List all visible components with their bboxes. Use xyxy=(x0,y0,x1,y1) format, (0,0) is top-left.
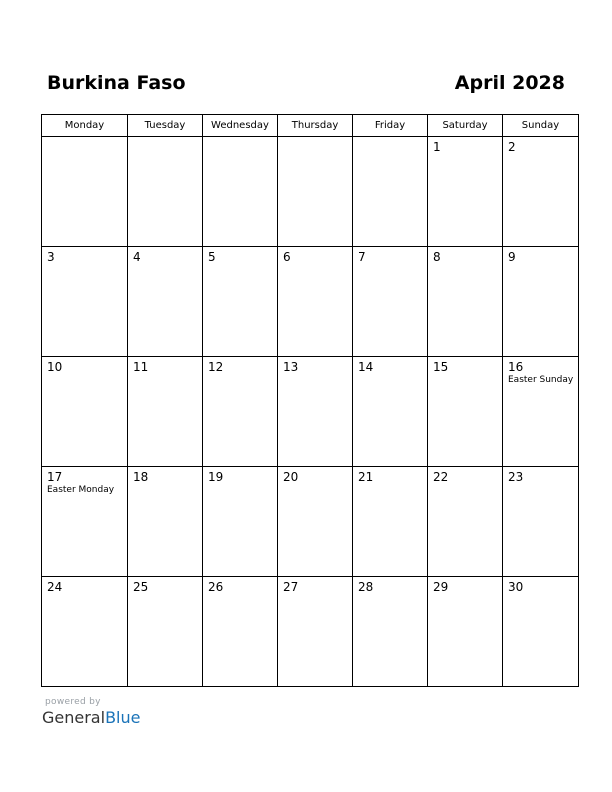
weekday-header: Thursday xyxy=(278,115,353,137)
day-number: 21 xyxy=(358,470,374,484)
day-cell-content xyxy=(128,357,202,374)
day-cell[interactable] xyxy=(42,357,128,467)
day-cell-content xyxy=(428,137,502,154)
day-cell[interactable] xyxy=(503,467,579,577)
weekday-header: Monday xyxy=(42,115,128,137)
day-cell-content xyxy=(278,577,352,594)
day-number: 10 xyxy=(47,360,63,374)
day-cell[interactable] xyxy=(128,247,203,357)
day-number: 13 xyxy=(283,360,299,374)
day-cell[interactable] xyxy=(353,247,428,357)
day-cell[interactable] xyxy=(128,137,203,247)
day-cell-content xyxy=(278,247,352,264)
day-number: 23 xyxy=(508,470,524,484)
day-number: 2 xyxy=(508,140,516,154)
day-cell-content xyxy=(503,247,578,264)
day-number: 11 xyxy=(133,360,149,374)
day-cell[interactable] xyxy=(353,467,428,577)
weekday-header: Friday xyxy=(353,115,428,137)
day-number: 15 xyxy=(433,360,449,374)
day-cell-content xyxy=(203,137,277,140)
day-cell-content xyxy=(503,467,578,484)
day-cell-content xyxy=(203,247,277,264)
weekday-header: Tuesday xyxy=(128,115,203,137)
day-cell[interactable] xyxy=(42,577,128,687)
day-cell-content xyxy=(278,467,352,484)
day-number: 22 xyxy=(433,470,449,484)
holiday-label: Easter Sunday xyxy=(508,375,574,385)
day-cell[interactable] xyxy=(428,137,503,247)
day-number: 29 xyxy=(433,580,449,594)
day-cell-content xyxy=(203,577,277,594)
day-cell-content xyxy=(278,137,352,140)
day-cell-content xyxy=(128,467,202,484)
week-row xyxy=(42,357,579,467)
country-title: Burkina Faso xyxy=(47,72,186,94)
day-cell-content xyxy=(42,357,127,374)
day-cell-content xyxy=(353,467,427,484)
weekday-header: Wednesday xyxy=(203,115,278,137)
day-cell[interactable] xyxy=(278,247,353,357)
day-cell-content xyxy=(203,357,277,374)
powered-by-text: powered by xyxy=(45,697,101,707)
day-cell[interactable] xyxy=(278,467,353,577)
day-number: 6 xyxy=(283,250,291,264)
day-cell-content xyxy=(42,247,127,264)
day-cell[interactable] xyxy=(503,137,579,247)
day-cell-content xyxy=(42,467,127,496)
day-number: 24 xyxy=(47,580,63,594)
day-cell[interactable] xyxy=(503,577,579,687)
day-cell[interactable] xyxy=(42,137,128,247)
week-row xyxy=(42,577,579,687)
week-row xyxy=(42,247,579,357)
day-cell[interactable] xyxy=(42,467,128,577)
calendar-table xyxy=(41,114,579,687)
day-cell[interactable] xyxy=(128,357,203,467)
day-number: 28 xyxy=(358,580,374,594)
day-cell-content xyxy=(42,137,127,140)
brand-logo[interactable] xyxy=(42,708,140,727)
weekday-header: Saturday xyxy=(428,115,503,137)
day-cell-content xyxy=(428,577,502,594)
calendar-grid xyxy=(41,114,574,689)
brand-name-part2: Blue xyxy=(105,708,141,727)
day-cell[interactable] xyxy=(278,137,353,247)
day-number: 12 xyxy=(208,360,224,374)
day-number: 30 xyxy=(508,580,524,594)
day-cell[interactable] xyxy=(203,577,278,687)
day-cell-content xyxy=(278,357,352,374)
day-cell-content xyxy=(128,577,202,594)
week-row xyxy=(42,467,579,577)
day-cell-content xyxy=(353,247,427,264)
day-cell-content xyxy=(428,467,502,484)
day-cell[interactable] xyxy=(203,357,278,467)
day-cell-content xyxy=(428,357,502,374)
day-cell-content xyxy=(353,357,427,374)
brand-name-part1: General xyxy=(42,708,106,727)
day-cell-content xyxy=(353,137,427,140)
day-cell[interactable] xyxy=(428,357,503,467)
day-cell[interactable] xyxy=(503,357,579,467)
day-cell[interactable] xyxy=(203,467,278,577)
day-number: 19 xyxy=(208,470,224,484)
day-cell[interactable] xyxy=(503,247,579,357)
day-cell[interactable] xyxy=(428,577,503,687)
day-cell[interactable] xyxy=(203,137,278,247)
day-number: 5 xyxy=(208,250,216,264)
day-cell-content xyxy=(128,137,202,140)
day-cell[interactable] xyxy=(353,137,428,247)
holiday-label: Easter Monday xyxy=(47,485,115,495)
day-number: 25 xyxy=(133,580,149,594)
day-cell[interactable] xyxy=(428,247,503,357)
day-cell[interactable] xyxy=(203,247,278,357)
day-number: 18 xyxy=(133,470,149,484)
day-cell[interactable] xyxy=(278,577,353,687)
footer-branding xyxy=(42,697,140,727)
day-cell[interactable] xyxy=(42,247,128,357)
day-cell-content xyxy=(203,467,277,484)
weekday-header-row xyxy=(42,115,579,137)
day-cell[interactable] xyxy=(128,467,203,577)
day-number: 3 xyxy=(47,250,55,264)
day-number: 4 xyxy=(133,250,141,264)
day-number: 1 xyxy=(433,140,441,154)
day-cell[interactable] xyxy=(278,357,353,467)
day-cell-content xyxy=(128,247,202,264)
day-number: 9 xyxy=(508,250,516,264)
day-number: 14 xyxy=(358,360,374,374)
day-cell-content xyxy=(428,247,502,264)
day-number: 27 xyxy=(283,580,299,594)
week-row xyxy=(42,137,579,247)
day-cell[interactable] xyxy=(128,577,203,687)
day-cell-content xyxy=(42,577,127,594)
day-cell-content xyxy=(503,357,578,386)
day-cell-content xyxy=(353,577,427,594)
day-number: 16 xyxy=(508,360,524,374)
day-cell[interactable] xyxy=(353,357,428,467)
day-number: 20 xyxy=(283,470,299,484)
day-number: 17 xyxy=(47,470,63,484)
day-number: 8 xyxy=(433,250,441,264)
day-number: 7 xyxy=(358,250,366,264)
day-number: 26 xyxy=(208,580,224,594)
day-cell[interactable] xyxy=(428,467,503,577)
day-cell-content xyxy=(503,137,578,154)
day-cell[interactable] xyxy=(353,577,428,687)
day-cell-content xyxy=(503,577,578,594)
month-year-title: April 2028 xyxy=(454,72,565,94)
weekday-header: Sunday xyxy=(503,115,579,137)
